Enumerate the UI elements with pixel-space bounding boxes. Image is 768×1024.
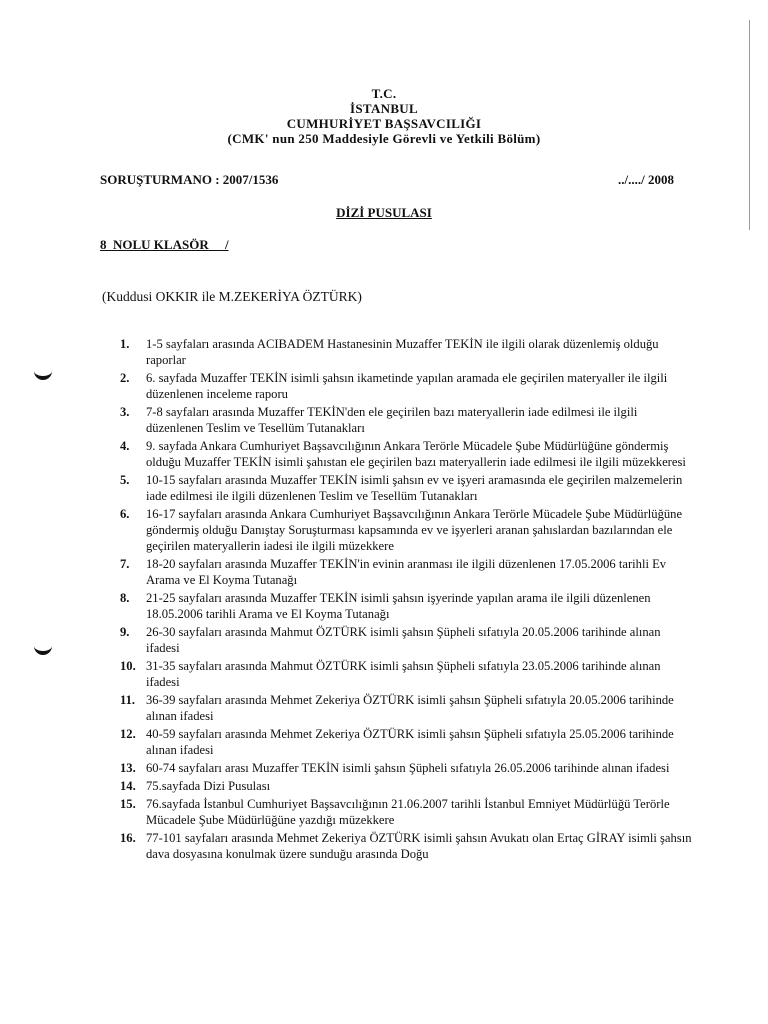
list-item bbox=[120, 506, 692, 554]
header-line-office: CUMHURİYET BAŞSAVCILIĞI bbox=[286, 116, 482, 131]
item-text: 75.sayfada Dizi Pusulası bbox=[146, 779, 271, 793]
item-number: 13. bbox=[120, 761, 136, 775]
item-text: 7-8 sayfaları arasında Muzaffer TEKİN'den ele geçirilen bazı materyallerin iade edilmesi ile ilgili düzenlenen Teslim ve Tesellüm Tutanakları bbox=[146, 405, 638, 435]
item-number: 2. bbox=[120, 371, 130, 385]
item-text: 36-39 sayfaları arasında Mehmet Zekeriya ÖZTÜRK isimli şahsın Şüpheli sıfatıyla 20.05.2006 tarihinde alınan ifadesi bbox=[146, 693, 674, 723]
list-item bbox=[120, 556, 692, 588]
item-text: 26-30 sayfaları arasında Mahmut ÖZTÜRK isimli şahsın Şüpheli sıfatıyla 20.05.2006 tarihinde alınan ifadesi bbox=[146, 625, 661, 655]
item-text: 18-20 sayfaları arasında Muzaffer TEKİN'in evinin aranması ile ilgili düzenlenen 17.05.2006 tarihli Ev Arama ve El Koyma Tutanağı bbox=[146, 557, 667, 587]
document-header bbox=[0, 86, 768, 146]
list-item bbox=[120, 624, 692, 656]
item-number: 5. bbox=[120, 473, 130, 487]
item-text: 1-5 sayfaları arasında ACIBADEM Hastanesinin Muzaffer TEKİN ile ilgili olarak düzenlemiş olduğu raporlar bbox=[146, 337, 659, 367]
list-item bbox=[120, 796, 692, 828]
list-item bbox=[120, 692, 692, 724]
item-text: 77-101 sayfaları arasında Mehmet Zekeriya ÖZTÜRK isimli şahsın Avukatı olan Ertaç GİRAY isimli şahsın dava dosyasına konulmak üzere sunduğu arasında Doğu bbox=[146, 831, 692, 861]
item-number: 4. bbox=[120, 439, 130, 453]
folder-label: 8 NOLU KLASÖR / bbox=[100, 237, 229, 252]
list-item bbox=[120, 830, 692, 862]
handwritten-mark bbox=[34, 641, 52, 655]
list-item bbox=[120, 336, 692, 368]
subject-line: (Kuddusi OKKIR ile M.ZEKERİYA ÖZTÜRK) bbox=[102, 289, 362, 304]
header-line-city: İSTANBUL bbox=[350, 101, 418, 116]
list-item bbox=[120, 438, 692, 470]
list-item bbox=[120, 658, 692, 690]
item-text: 60-74 sayfaları arası Muzaffer TEKİN isimli şahsın Şüpheli sıfatıyla 26.05.2006 tarihinde alınan ifadesi bbox=[146, 761, 670, 775]
index-list bbox=[120, 336, 692, 864]
list-item bbox=[120, 370, 692, 402]
document-title: DİZİ PUSULASI bbox=[336, 205, 432, 220]
item-number: 12. bbox=[120, 727, 136, 741]
list-item bbox=[120, 472, 692, 504]
header-line-tc: T.C. bbox=[371, 86, 397, 101]
item-number: 9. bbox=[120, 625, 130, 639]
item-number: 3. bbox=[120, 405, 130, 419]
item-text: 31-35 sayfaları arasında Mahmut ÖZTÜRK isimli şahsın Şüpheli sıfatıyla 23.05.2006 tarihinde alınan ifadesi bbox=[146, 659, 661, 689]
item-number: 15. bbox=[120, 797, 136, 811]
list-item bbox=[120, 778, 692, 794]
list-item bbox=[120, 726, 692, 758]
list-item bbox=[120, 760, 692, 776]
item-number: 8. bbox=[120, 591, 130, 605]
case-number: SORUŞTURMANO : 2007/1536 bbox=[100, 172, 279, 187]
item-text: 16-17 sayfaları arasında Ankara Cumhuriyet Başsavcılığının Ankara Terörle Mücadele Şube Müdürlüğüne göndermiş olduğu Danıştay Soruşturması kapsamında ev ve işyerleri aranan şahıslardan bazılarından ele geçirilen materyallerin iadesi ile ilgili müzekkere bbox=[146, 507, 683, 553]
item-text: 76.sayfada İstanbul Cumhuriyet Başsavcılığının 21.06.2007 tarihli İstanbul Emniyet Müdürlüğü Terörle Mücadele Şube Müdürlüğüne yazdığı müzekkere bbox=[146, 797, 670, 827]
item-number: 7. bbox=[120, 557, 130, 571]
list-item bbox=[120, 590, 692, 622]
item-number: 14. bbox=[120, 779, 136, 793]
handwritten-mark bbox=[34, 366, 52, 380]
item-text: 6. sayfada Muzaffer TEKİN isimli şahsın ikametinde yapılan aramada ele geçirilen materyaller ile ilgili düzenlenen inceleme raporu bbox=[146, 371, 668, 401]
item-text: 9. sayfada Ankara Cumhuriyet Başsavcılığının Ankara Terörle Mücadele Şube Müdürlüğüne göndermiş olduğu Muzaffer TEKİN isimli şahıstan ele geçirilen bazı materyallerin iade edilmesi ile ilgili müzekkeresi bbox=[146, 439, 686, 469]
item-text: 40-59 sayfaları arasında Mehmet Zekeriya ÖZTÜRK isimli şahsın Şüpheli sıfatıyla 25.05.2006 tarihinde alınan ifadesi bbox=[146, 727, 674, 757]
item-number: 1. bbox=[120, 337, 130, 351]
item-text: 21-25 sayfaları arasında Muzaffer TEKİN isimli şahsın işyerinde yapılan arama ile ilgili düzenlenen 18.05.2006 tarihli Arama ve El Koyma Tutanağı bbox=[146, 591, 651, 621]
item-number: 16. bbox=[120, 831, 136, 845]
item-number: 10. bbox=[120, 659, 136, 673]
case-date: ../..../ 2008 bbox=[618, 172, 674, 187]
item-number: 11. bbox=[120, 693, 136, 707]
list-item bbox=[120, 404, 692, 436]
item-text: 10-15 sayfaları arasında Muzaffer TEKİN isimli şahsın ev ve işyeri aramasında ele geçirilen malzemelerin iade edilmesi ile ilgili düzenlenen Teslim ve Tesellüm Tutanakları bbox=[146, 473, 683, 503]
case-info-row bbox=[100, 172, 674, 188]
header-line-department: (CMK' nun 250 Maddesiyle Görevli ve Yetkili Bölüm) bbox=[227, 131, 541, 146]
item-number: 6. bbox=[120, 507, 130, 521]
